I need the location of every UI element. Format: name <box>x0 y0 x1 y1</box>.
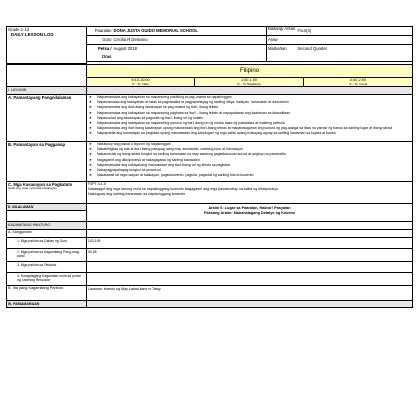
petsa-label: Petsa / Oras <box>87 45 113 62</box>
iba-pang-label: B. Iba pang Kagamitang Panturo <box>7 285 87 300</box>
lesson-table <box>6 64 413 308</box>
time-slot-3 <box>304 78 413 87</box>
pamamaraan-heading: III. PAMAMARAAN <box>7 300 87 308</box>
iba-pang-value: Larawan, kwento ng May Lakad kami ni Tatay <box>87 285 413 300</box>
time-slot-2-section: IV – St. Magdalene <box>237 81 261 86</box>
time-slot-1 <box>87 78 195 87</box>
araw-value <box>297 36 413 45</box>
pamantayang-list <box>88 95 411 137</box>
list-item: ➤ Nakapagpapahayag tungkol sa pinanood <box>89 168 161 173</box>
markahan-value: Second Quarter <box>297 45 413 62</box>
kagamitang-blank <box>87 222 413 230</box>
kasanayan-label: C. Mga Kasanayan sa Pagkatuto <box>8 181 73 187</box>
guro-value: Cecilia R.Delovino <box>113 36 267 45</box>
markahan-label: Markahan <box>267 45 297 62</box>
sub-row-value: 50-56 <box>87 248 413 261</box>
sub-row-value <box>87 272 413 285</box>
sub-row-label: 3. Mga pahina sa Teksbuk <box>7 261 87 272</box>
arrow-bullet-icon: ➤ <box>89 168 92 173</box>
kagamitang-heading: KAGAMITANG PANTURO <box>7 222 87 230</box>
paksang-aralin: Paksang Aralin: Mahahalagang Detalye ng Kwento <box>204 211 296 215</box>
araw-label: Araw <box>267 36 297 45</box>
list-item: ➤ Nakabibigkas ng tula at iba't-ibang pahayag nang may damdamin, wastong tono at intonasyon <box>89 147 244 152</box>
list-item: ➤ Naipamamalas ang kakayahan sa mapanuring pakikinig at pag-unawa sa napakinggan <box>89 95 232 99</box>
nilalaman-blank <box>7 211 87 222</box>
list-item: ➤ Napauunlad ang kasanayan sa pagsulat ng iba't- ibang uri ng sulatin <box>89 115 204 120</box>
time-slot-3-time: 2:00-2:50 <box>349 78 367 82</box>
guro-label: Guro <box>87 36 113 45</box>
list-item: ➤ Natutukoy ang paksa o layunin ng napakinggan <box>89 142 171 146</box>
list-item: ➤ Napamamalas ang kakayahan at tatas sa pagsasalita at pagpapahayag ng sariling ideya, kaisipan, karanasan at damdamin <box>89 100 289 105</box>
sub-row-value: 103-105 <box>87 237 413 248</box>
grade-box <box>7 27 87 64</box>
arrow-bullet-icon: ➤ <box>89 121 92 126</box>
list-item: ➤ Naipapakita ang kamalayan sa pagbasa upang maunawaan ang kahulugan ng mga salita upang makapag-ugnay sa sariling kaalaman sa kapwa at bansa <box>89 131 336 136</box>
subject-blank <box>7 65 87 78</box>
list-item: ➤ Nakasusulat ng isang talata tungkol sa sariling karanasan na may wastong pagkakasunod-sunod at angkop na pananalita <box>89 152 286 157</box>
list-item: ➤ Naipamamalas ang iba't-ibang kasanayan sa pag-unawa ng iba't- ibang teksto <box>89 105 219 110</box>
arrow-bullet-icon: ➤ <box>89 157 92 162</box>
time-slot-1-time: 9:10-10:00 <box>131 78 150 82</box>
arrow-bullet-icon: ➤ <box>89 100 92 105</box>
list-item: ➤ Nakasasali sa mga usapan at talakayan, pagkukuwento, pagtula, pagsulat ng sariling tula at kuwento <box>89 173 254 178</box>
arrow-bullet-icon: ➤ <box>89 131 92 136</box>
pamantayan-label: B. Pamantayan sa Pagganap <box>7 141 87 181</box>
arrow-bullet-icon: ➤ <box>89 105 92 110</box>
time-slot-1-section: IV – St. Claire <box>131 81 150 86</box>
dll-title: DAILY LESSON LOG <box>11 31 54 37</box>
arrow-bullet-icon: ➤ <box>89 147 92 152</box>
layunin-blank <box>87 87 413 95</box>
arrow-bullet-icon: ➤ <box>89 173 92 178</box>
list-item: ➤ Naipamamalas ang iba't ibang kasanayan upang maunawaan ang iba't-ibang teksto at mapahalagahan ang kultura ng pag-aalaga sa likas na yaman ng bansa sa sariling lugar at ibang bansa <box>89 126 393 131</box>
time-slot-3-section: IV – St. Ursula <box>349 81 368 86</box>
aralin-cell <box>87 203 413 222</box>
sub-row-value <box>87 261 413 272</box>
list-item: ➤ Naipamamalas ang kakayahan sa mapanuring panood ng iba't ibang uri ng media tulad ng patalastas at maikling pelikula <box>89 121 285 126</box>
pamantayan-list <box>88 142 411 178</box>
sub-row-label: 2. Mga pahina sa Kagamitang Pang-mag-aaral <box>7 248 87 261</box>
arrow-bullet-icon: ➤ <box>89 110 92 115</box>
arrow-bullet-icon: ➤ <box>89 115 92 120</box>
list-item: ➤ Naipamamalas ang kakayahan sa mapanuring pagbasa sa iba't – ibang teksto at napapalawak ang kaalaman sa talasalitaan <box>89 110 291 115</box>
pamamaraan-blank <box>87 300 413 308</box>
time-slot-2 <box>195 78 304 87</box>
list-item: ➤ Nagagamit ang diksiyonaryo at nakagagawa ng sariling babasahin <box>89 157 200 162</box>
list-item: ➤ Naipamamalas ang kakayahang maunawaan ang iba't-ibang uri ng teksto sa pagbasa <box>89 162 230 167</box>
sub-row-label: 4. Karagdagang Kagamitan mula sa portal ng Learning Resource <box>7 272 87 285</box>
layunin-heading: I. LAYUNIN <box>7 87 87 95</box>
daily-lesson-log <box>6 26 412 398</box>
arrow-bullet-icon: ➤ <box>89 162 92 167</box>
arrow-bullet-icon: ➤ <box>89 126 92 131</box>
pamantayang-label: A. Pamantayang Pangnilalaman <box>7 94 87 141</box>
petsa-value: August 2018 <box>113 45 267 62</box>
sub-row-label: 1. Mga pahina sa Gabay ng Guro <box>7 237 87 248</box>
arrow-bullet-icon: ➤ <box>89 95 92 99</box>
sanggunian-blank <box>87 229 413 237</box>
time-blank <box>7 78 87 87</box>
paaralan-value: DONA JUSTA GUIDO MEMORIAL SCHOOL <box>113 27 267 36</box>
pamantayang-cell <box>87 94 413 141</box>
pamantayan-cell <box>87 141 413 181</box>
arrow-bullet-icon: ➤ <box>89 142 92 146</box>
sanggunian-label: A. Sanggunian <box>7 229 87 237</box>
baitang-value: Four(4) <box>297 27 413 36</box>
kasanayan-line: Nasasagot ang mga tanong mula sa napakinggang kuwento Nagagamit ang mga pamatnubay na salita ng diksiyonaryo <box>88 187 279 191</box>
nilalaman-heading: II. NILALAMAN <box>7 203 87 211</box>
aralin-title: Aralin 6: Lugar sa Paaralan, Halina'! Pasyalan <box>208 205 291 210</box>
kasanayan-cell <box>7 181 87 203</box>
time-slot-2-time: 1:00-1:50 <box>240 78 258 82</box>
baitang-label: Baitang/ Antas <box>267 27 297 36</box>
header-table <box>6 26 413 64</box>
grade-label: Grade 1-12 <box>8 27 30 32</box>
kasanayan-line: Naiuugnay ang sariling karanasan sa napakinggang kuwento <box>88 192 186 196</box>
subject-title: Filipino <box>87 65 413 78</box>
kasanayan-sub: Isulat ang code ng bawat kasanayan <box>8 185 57 190</box>
kasanayan-content <box>87 181 413 203</box>
kasanayan-code: F4PT-Ii-1.5 <box>88 182 106 186</box>
paaralan-label: Paaralan <box>87 27 113 36</box>
arrow-bullet-icon: ➤ <box>89 152 92 157</box>
